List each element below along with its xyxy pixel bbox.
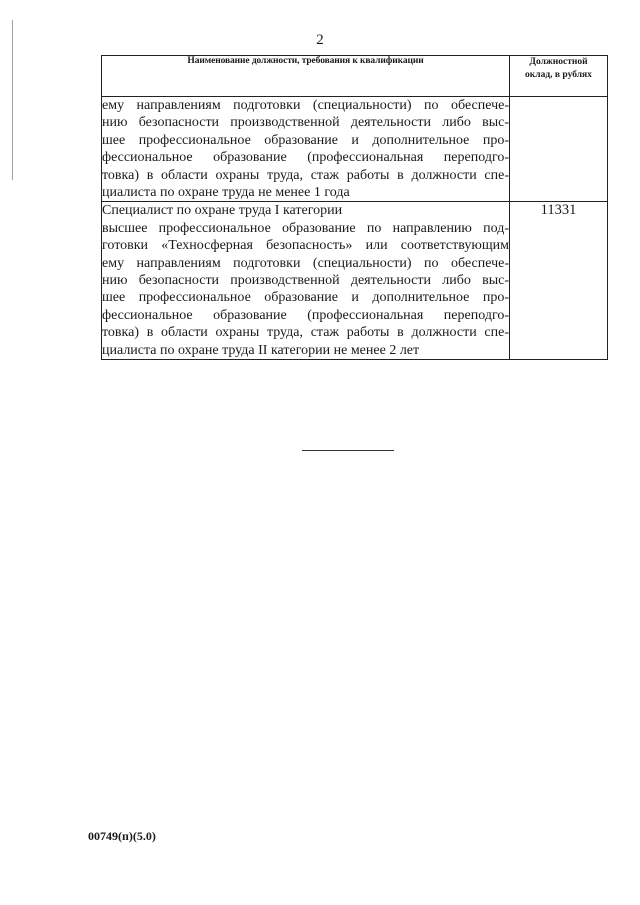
table-header-row — [102, 56, 608, 97]
text-line: товка) в области охраны труда, стаж работы в должности спе- — [102, 167, 509, 183]
text-line: ему направлениям подготовки (специальности) по обеспече- — [102, 98, 509, 113]
row-2-salary: 11331 — [510, 202, 608, 360]
header-salary-line2: оклад, в рублях — [525, 70, 592, 80]
qualification-table — [101, 55, 608, 360]
text-line: товка) в области охраны труда, стаж работы в должности спе- — [102, 325, 509, 341]
header-position-requirements: Наименование должности, требования к квалификации — [102, 56, 510, 97]
table-row — [102, 202, 608, 360]
row-2-requirements — [102, 202, 510, 360]
end-rule — [302, 450, 394, 451]
header-salary — [510, 56, 608, 97]
text-line: циалиста по охране труда II категории не менее 2 лет — [102, 342, 420, 358]
text-line: высшее профессиональное образование по направлению под- — [102, 220, 509, 236]
row-1-salary — [510, 97, 608, 202]
table-row — [102, 97, 608, 202]
row-1-requirements — [102, 97, 510, 202]
text-line: циалиста по охране труда не менее 1 года — [102, 185, 350, 201]
text-line: нию безопасности производственной деятельности либо выс- — [102, 115, 509, 131]
text-line: готовки «Техносферная безопасность» или соответствующим — [102, 238, 509, 254]
page-number: 2 — [316, 32, 324, 48]
header-salary-line1: Должностной — [529, 57, 588, 67]
text-line: фессиональное образование (профессиональная переподго- — [102, 150, 509, 166]
position-title: Специалист по охране труда I категории — [102, 203, 343, 219]
document-code: 00749(п)(5.0) — [88, 829, 156, 843]
text-line: фессиональное образование (профессиональная переподго- — [102, 307, 509, 323]
text-line: нию безопасности производственной деятельности либо выс- — [102, 273, 509, 289]
text-line: ему направлениям подготовки (специальности) по обеспече- — [102, 255, 509, 271]
text-line: шее профессиональное образование и дополнительное про- — [102, 290, 509, 306]
text-line: шее профессиональное образование и дополнительное про- — [102, 132, 509, 148]
